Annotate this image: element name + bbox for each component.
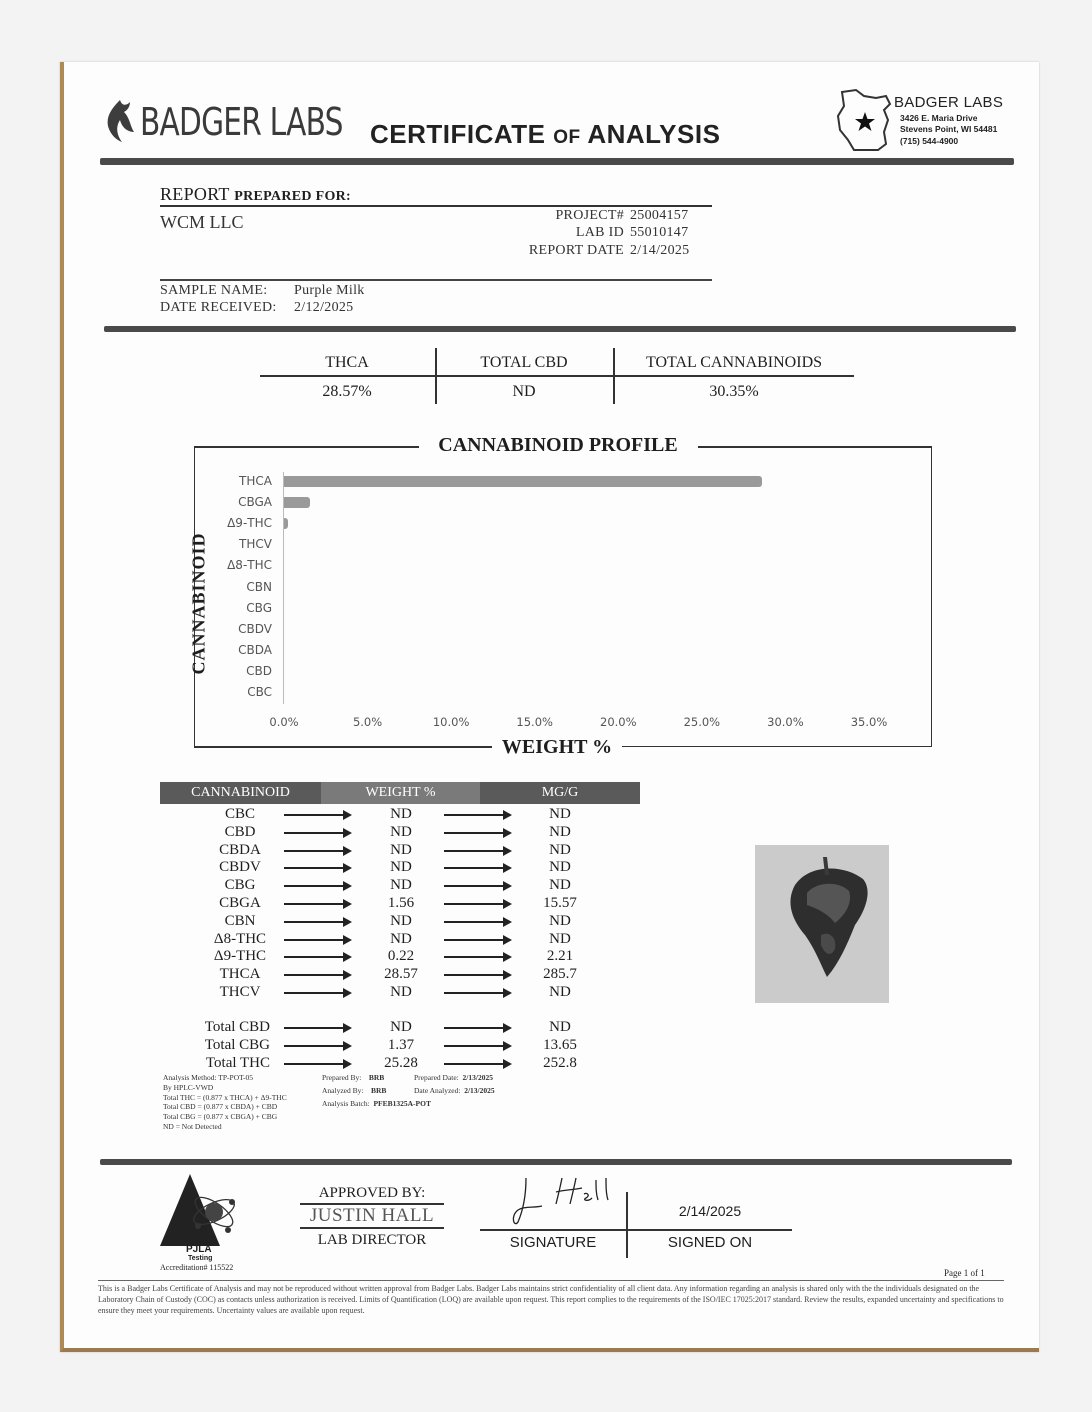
analyzed-date: Date Analyzed: 2/13/2025 <box>414 1086 495 1095</box>
weight-value: ND <box>390 984 412 1000</box>
arrow-icon <box>284 850 350 852</box>
summary-value-total-cbd: ND <box>512 383 536 400</box>
table-row <box>160 948 640 966</box>
approved-by-label: APPROVED BY: <box>318 1185 426 1201</box>
summary-header-thca: THCA <box>325 354 369 371</box>
signature-rule <box>480 1229 626 1231</box>
table-row <box>160 1055 640 1073</box>
weight-value: 1.37 <box>387 1036 415 1053</box>
weight-value: ND <box>390 823 412 840</box>
pjla-logo-icon <box>158 1172 248 1248</box>
lab-name: BADGER LABS <box>894 94 1004 111</box>
chart-x-tick-label: 10.0% <box>432 715 470 729</box>
sample-name-label: SAMPLE NAME: <box>160 283 268 298</box>
arrow-icon <box>284 867 350 869</box>
table-row <box>160 806 640 824</box>
arrow-icon <box>284 939 350 941</box>
chart-category-label: Δ8-THC <box>227 558 272 573</box>
arrow-icon <box>284 992 350 994</box>
results-table-header <box>160 782 640 804</box>
chart-category-label: CBDA <box>238 642 272 657</box>
chart-category-label: CBD <box>246 663 272 678</box>
table-header-mgg: MG/G <box>480 782 640 804</box>
cannabinoid-name: THCV <box>219 984 261 1000</box>
cannabinoid-name: CBDA <box>219 841 261 858</box>
summary-rule <box>260 375 854 377</box>
approver-name-rule <box>300 1227 444 1229</box>
cannabinoid-name: THCA <box>219 966 261 983</box>
date-received-label: DATE RECEIVED: <box>160 300 277 315</box>
chart-bar <box>284 497 310 508</box>
arrow-icon <box>444 956 510 958</box>
arrow-icon <box>284 1045 350 1047</box>
report-divider <box>160 279 712 281</box>
cannabinoid-name: Total CBD <box>204 1019 270 1035</box>
cannabinoid-name: Δ9-THC <box>213 948 267 965</box>
table-row <box>160 984 640 1002</box>
arrow-icon <box>444 1045 510 1047</box>
chart-x-tick-label: 30.0% <box>767 715 804 729</box>
arrow-icon <box>444 903 510 905</box>
prepared-by: Prepared By: BRB <box>322 1073 385 1082</box>
chart-x-tick-label: 15.0% <box>516 715 553 729</box>
badger-logo-icon <box>102 98 138 144</box>
chart-category-label: CBC <box>247 685 272 699</box>
weight-value: ND <box>390 859 412 876</box>
weight-value: ND <box>390 806 412 822</box>
weight-value: 1.56 <box>387 895 415 911</box>
signed-on-rule <box>626 1229 792 1231</box>
arrow-icon <box>444 885 510 887</box>
arrow-icon <box>284 903 350 905</box>
client-name: WCM LLC <box>160 212 244 232</box>
summary-value-total-cannabinoids: 30.35% <box>709 383 759 400</box>
mgg-value: ND <box>549 841 571 858</box>
chart-x-tick-label: 0.0% <box>269 715 299 729</box>
logo-text: BADGER LABS <box>140 100 343 144</box>
chart-category-labels <box>212 472 272 712</box>
mgg-value: ND <box>549 806 571 822</box>
mgg-value: ND <box>549 1019 571 1035</box>
table-row <box>160 913 640 931</box>
signature <box>512 1174 622 1230</box>
mgg-value: ND <box>549 912 571 929</box>
lab-address-line2: Stevens Point, WI 54481 <box>900 124 998 134</box>
cannabinoid-name: Total CBG <box>204 1036 270 1053</box>
method-note-line: Total CBG = (0.877 x CBGA) + CBG <box>163 1112 278 1122</box>
weight-value: ND <box>390 930 412 947</box>
header-divider <box>100 158 1014 165</box>
weight-value: 25.28 <box>384 1054 418 1071</box>
mgg-value: ND <box>549 823 571 840</box>
cannabinoid-name: CBD <box>224 823 256 840</box>
approval-divider <box>100 1159 1012 1165</box>
arrow-icon <box>444 1063 510 1065</box>
chart-ylabel: CANNABINOID <box>188 532 209 675</box>
prepared-date: Prepared Date: 2/13/2025 <box>414 1073 493 1082</box>
mgg-value: 2.21 <box>546 948 574 965</box>
signature-label: SIGNATURE <box>509 1234 597 1251</box>
table-row <box>160 877 640 895</box>
mgg-value: 252.8 <box>543 1054 577 1071</box>
report-date-label: REPORT DATE <box>528 243 624 258</box>
table-row <box>160 931 640 949</box>
chart-x-ticks <box>258 715 918 731</box>
table-row <box>160 966 640 984</box>
mgg-value: 13.65 <box>543 1036 577 1053</box>
sample-name: Purple Milk <box>294 283 365 298</box>
summary-header-total-cannabinoids: TOTAL CANNABINOIDS <box>645 354 823 371</box>
arrow-icon <box>444 832 510 834</box>
pjla-sub: Testing <box>188 1255 213 1262</box>
page-number: Page 1 of 1 <box>944 1268 985 1278</box>
arrow-icon <box>284 974 350 976</box>
arrow-icon <box>444 1027 510 1029</box>
arrow-icon <box>284 814 350 816</box>
chart-title: CANNABINOID PROFILE <box>422 434 694 457</box>
method-notes <box>163 1073 313 1132</box>
arrow-icon <box>284 1027 350 1029</box>
chart-frame-top-left <box>194 446 419 448</box>
arrow-icon <box>444 814 510 816</box>
table-row <box>160 842 640 860</box>
method-note-line: By HPLC-VWD <box>163 1082 214 1092</box>
chart-category-label: CBGA <box>238 495 272 510</box>
lab-id-label: LAB ID <box>575 225 624 240</box>
chart-plot-area <box>284 472 869 704</box>
date-received: 2/12/2025 <box>294 300 354 315</box>
table-row <box>160 1019 640 1037</box>
weight-value: ND <box>390 877 412 894</box>
pjla-text: PJLA <box>186 1244 212 1255</box>
section-divider <box>104 326 1016 332</box>
lab-id: 55010147 <box>630 225 689 240</box>
mgg-value: ND <box>549 930 571 947</box>
arrow-icon <box>284 832 350 834</box>
arrow-icon <box>444 992 510 994</box>
report-date: 2/14/2025 <box>630 243 690 258</box>
page-title: CERTIFICATE OF ANALYSIS <box>370 119 721 149</box>
arrow-icon <box>444 921 510 923</box>
footer-rule <box>98 1280 1004 1281</box>
chart-frame-top-right <box>698 446 931 448</box>
chart-category-label: CBDV <box>238 621 272 636</box>
report-underline <box>160 205 712 207</box>
method-note-line: Total THC = (0.877 x THCA) + Δ9-THC <box>163 1092 287 1102</box>
mgg-value: 15.57 <box>543 895 577 911</box>
table-row <box>160 859 640 877</box>
arrow-icon <box>284 956 350 958</box>
mgg-value: ND <box>549 859 571 876</box>
method-note-line: ND = Not Detected <box>163 1121 222 1131</box>
footer-disclaimer: This is a Badger Labs Certificate of Analysis and may not be reproduced without written approval from Badger Labs. Badger Labs maintains strict confidentiality of all client data. Any information regarding an analysis is shared only with the the individuals designated on the Laboratory Chain of Custody (COC) as contacts unless authorization is received. Limits of Quantification (LOQ) are available upon request. This report complies to the requirements of the ISO/IEC 17025:2017 standard. Review the results, expanded uncertainty and specifications to ensure they meet your requirements. Uncertainty values are available upon request. <box>98 1284 1004 1316</box>
chart-category-label: THCA <box>239 474 272 488</box>
cannabinoid-name: CBGA <box>219 895 261 911</box>
arrow-icon <box>444 939 510 941</box>
weight-value: 28.57 <box>384 966 418 983</box>
chart-bar <box>284 476 762 487</box>
wisconsin-map-icon <box>834 86 896 156</box>
method-note-line: Total CBD = (0.877 x CBDA) + CBD <box>163 1102 278 1112</box>
arrow-icon <box>284 921 350 923</box>
cannabinoid-name: CBDV <box>219 859 261 876</box>
chart-category-label: Δ9-THC <box>227 516 272 531</box>
arrow-icon <box>284 1063 350 1065</box>
table-header-cannabinoid: CANNABINOID <box>160 782 321 804</box>
analyzed-by: Analyzed By: BRB <box>322 1086 387 1095</box>
signed-on-date: 2/14/2025 <box>678 1203 742 1219</box>
project-number: 25004157 <box>630 208 689 223</box>
results-table-body <box>160 806 640 1076</box>
sample-photo <box>755 845 889 1003</box>
weight-value: 0.22 <box>387 948 415 965</box>
arrow-icon <box>444 974 510 976</box>
approver-role: LAB DIRECTOR <box>317 1232 427 1248</box>
weight-value: ND <box>390 841 412 858</box>
cannabinoid-name: Δ8-THC <box>213 930 267 947</box>
table-row <box>160 824 640 842</box>
lab-address-line1: 3426 E. Maria Drive <box>900 113 978 123</box>
arrow-icon <box>444 867 510 869</box>
report-prepared-for-label: REPORT PREPARED FOR: <box>160 184 352 204</box>
chart-x-tick-label: 25.0% <box>683 715 721 729</box>
chart-x-tick-label: 35.0% <box>850 715 888 729</box>
arrow-icon <box>284 885 350 887</box>
table-row <box>160 1037 640 1055</box>
chart-x-tick-label: 5.0% <box>352 715 383 729</box>
cannabinoid-name: Total THC <box>205 1054 270 1071</box>
cannabinoid-name: CBN <box>224 912 256 929</box>
arrow-icon <box>444 850 510 852</box>
mgg-value: 285.7 <box>543 966 577 983</box>
method-note-line: Analysis Method: TP-POT-05 <box>163 1073 254 1082</box>
mgg-value: ND <box>549 877 571 894</box>
summary-header-total-cbd: TOTAL CBD <box>480 354 568 371</box>
accreditation-number: Accreditation# 115522 <box>160 1263 234 1272</box>
weight-value: ND <box>390 912 412 929</box>
cannabinoid-name: CBC <box>224 806 255 822</box>
chart-x-tick-label: 20.0% <box>600 715 637 729</box>
chart-bar <box>284 518 288 529</box>
analysis-batch: Analysis Batch: PFEB1325A-POT <box>322 1099 431 1108</box>
project-label: PROJECT# <box>555 208 624 223</box>
chart-xlabel-rule-left <box>194 746 494 748</box>
chart-category-label: THCV <box>239 537 272 552</box>
chart-xlabel: WEIGHT % <box>492 736 622 759</box>
cannabinoid-name: CBG <box>224 877 256 894</box>
summary-value-thca: 28.57% <box>322 383 372 400</box>
certificate-page <box>60 62 1039 1352</box>
approver-name: JUSTIN HALL <box>309 1205 435 1226</box>
table-row <box>160 895 640 913</box>
weight-value: ND <box>390 1019 412 1035</box>
table-header-weight: WEIGHT % <box>321 782 480 804</box>
mgg-value: ND <box>549 984 571 1000</box>
chart-category-label: CBN <box>246 579 272 594</box>
chart-category-label: CBG <box>246 600 272 615</box>
signed-on-label: SIGNED ON <box>667 1234 753 1251</box>
lab-phone: (715) 544-4900 <box>900 136 959 146</box>
